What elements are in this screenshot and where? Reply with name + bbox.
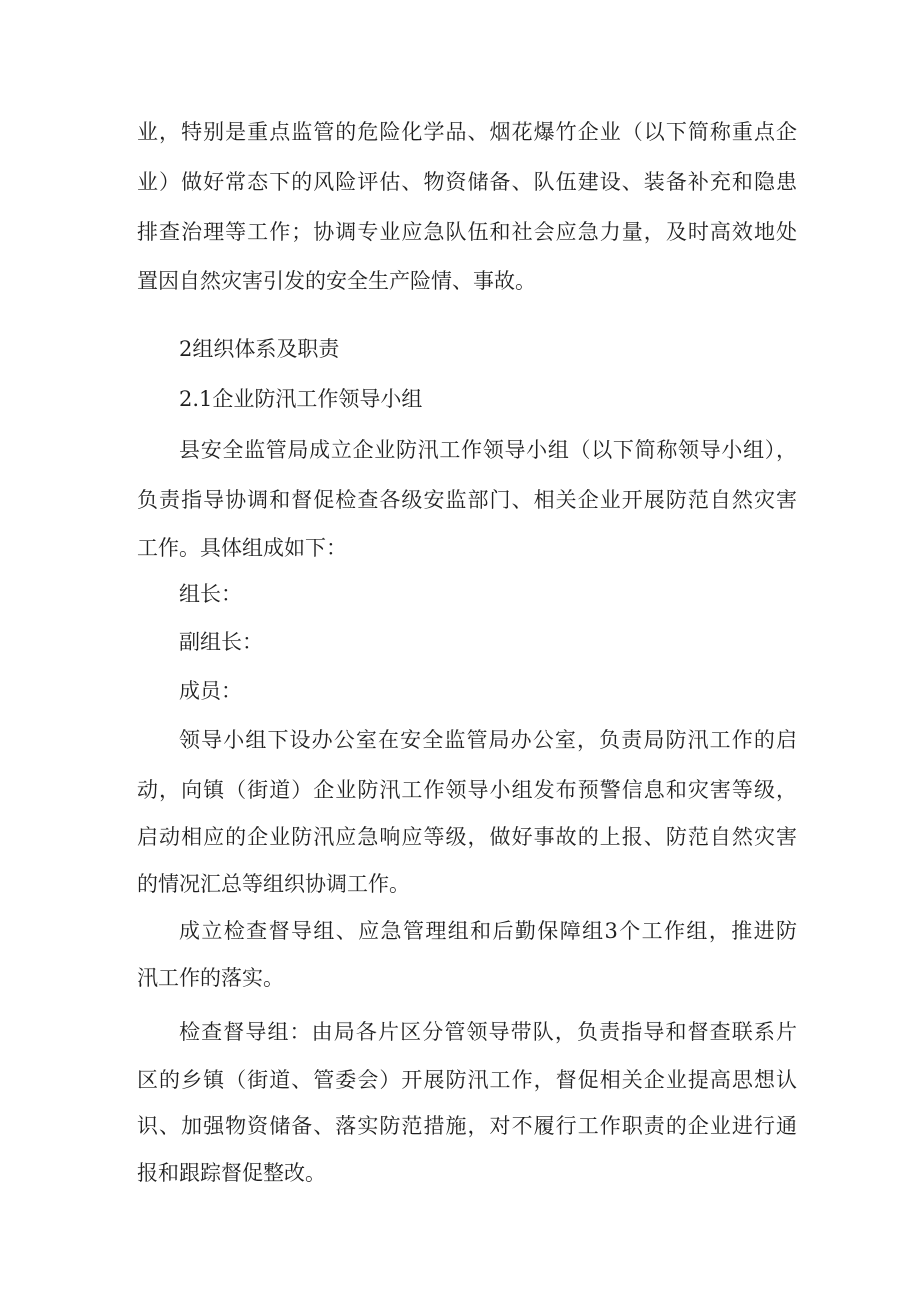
paragraph-line: 报和跟踪督促整改。: [137, 1161, 326, 1185]
paragraph-line: 县安全监管局成立企业防汛工作领导小组（以下简称领导小组），: [179, 438, 797, 462]
paragraph-line: 工作。具体组成如下：: [137, 536, 347, 560]
paragraph-line: 置因自然灾害引发的安全生产险情、事故。: [137, 269, 536, 293]
field-label-deputy-leader: 副组长：: [179, 630, 263, 654]
field-label-leader: 组长：: [179, 582, 242, 606]
paragraph-line: 启动相应的企业防汛应急响应等级，做好事故的上报、防范自然灾害: [137, 825, 797, 849]
paragraph-line: 成立检查督导组、应急管理组和后勤保障组3个工作组，推进防: [179, 919, 797, 943]
paragraph-line: 检查督导组：由局各片区分管领导带队，负责指导和督查联系片: [179, 1020, 797, 1044]
paragraph-line: 领导小组下设办公室在安全监管局办公室，负责局防汛工作的启: [179, 728, 797, 752]
paragraph-line: 的情况汇总等组织协调工作。: [137, 872, 410, 896]
paragraph-line: 区的乡镇（街道、管委会）开展防汛工作，督促相关企业提高思想认: [137, 1068, 797, 1092]
paragraph-line: 排查治理等工作；协调专业应急队伍和社会应急力量，及时高效地处: [137, 220, 797, 244]
paragraph-line: 负责指导协调和督促检查各级安监部门、相关企业开展防范自然灾害: [137, 488, 797, 512]
paragraph-line: 动，向镇（街道）企业防汛工作领导小组发布预警信息和灾害等级，: [137, 778, 797, 802]
field-label-members: 成员：: [179, 679, 242, 703]
subsection-heading: 2.1企业防汛工作领导小组: [179, 387, 423, 411]
paragraph-line: 汛工作的落实。: [137, 966, 284, 990]
paragraph-line: 业，特别是重点监管的危险化学品、烟花爆竹企业（以下简称重点企: [137, 120, 797, 144]
paragraph-line: 识、加强物资储备、落实防范措施，对不履行工作职责的企业进行通: [137, 1114, 797, 1138]
paragraph-line: 业）做好常态下的风险评估、物资储备、队伍建设、装备补充和隐患: [137, 170, 797, 194]
section-heading: 2组织体系及职责: [179, 337, 340, 361]
